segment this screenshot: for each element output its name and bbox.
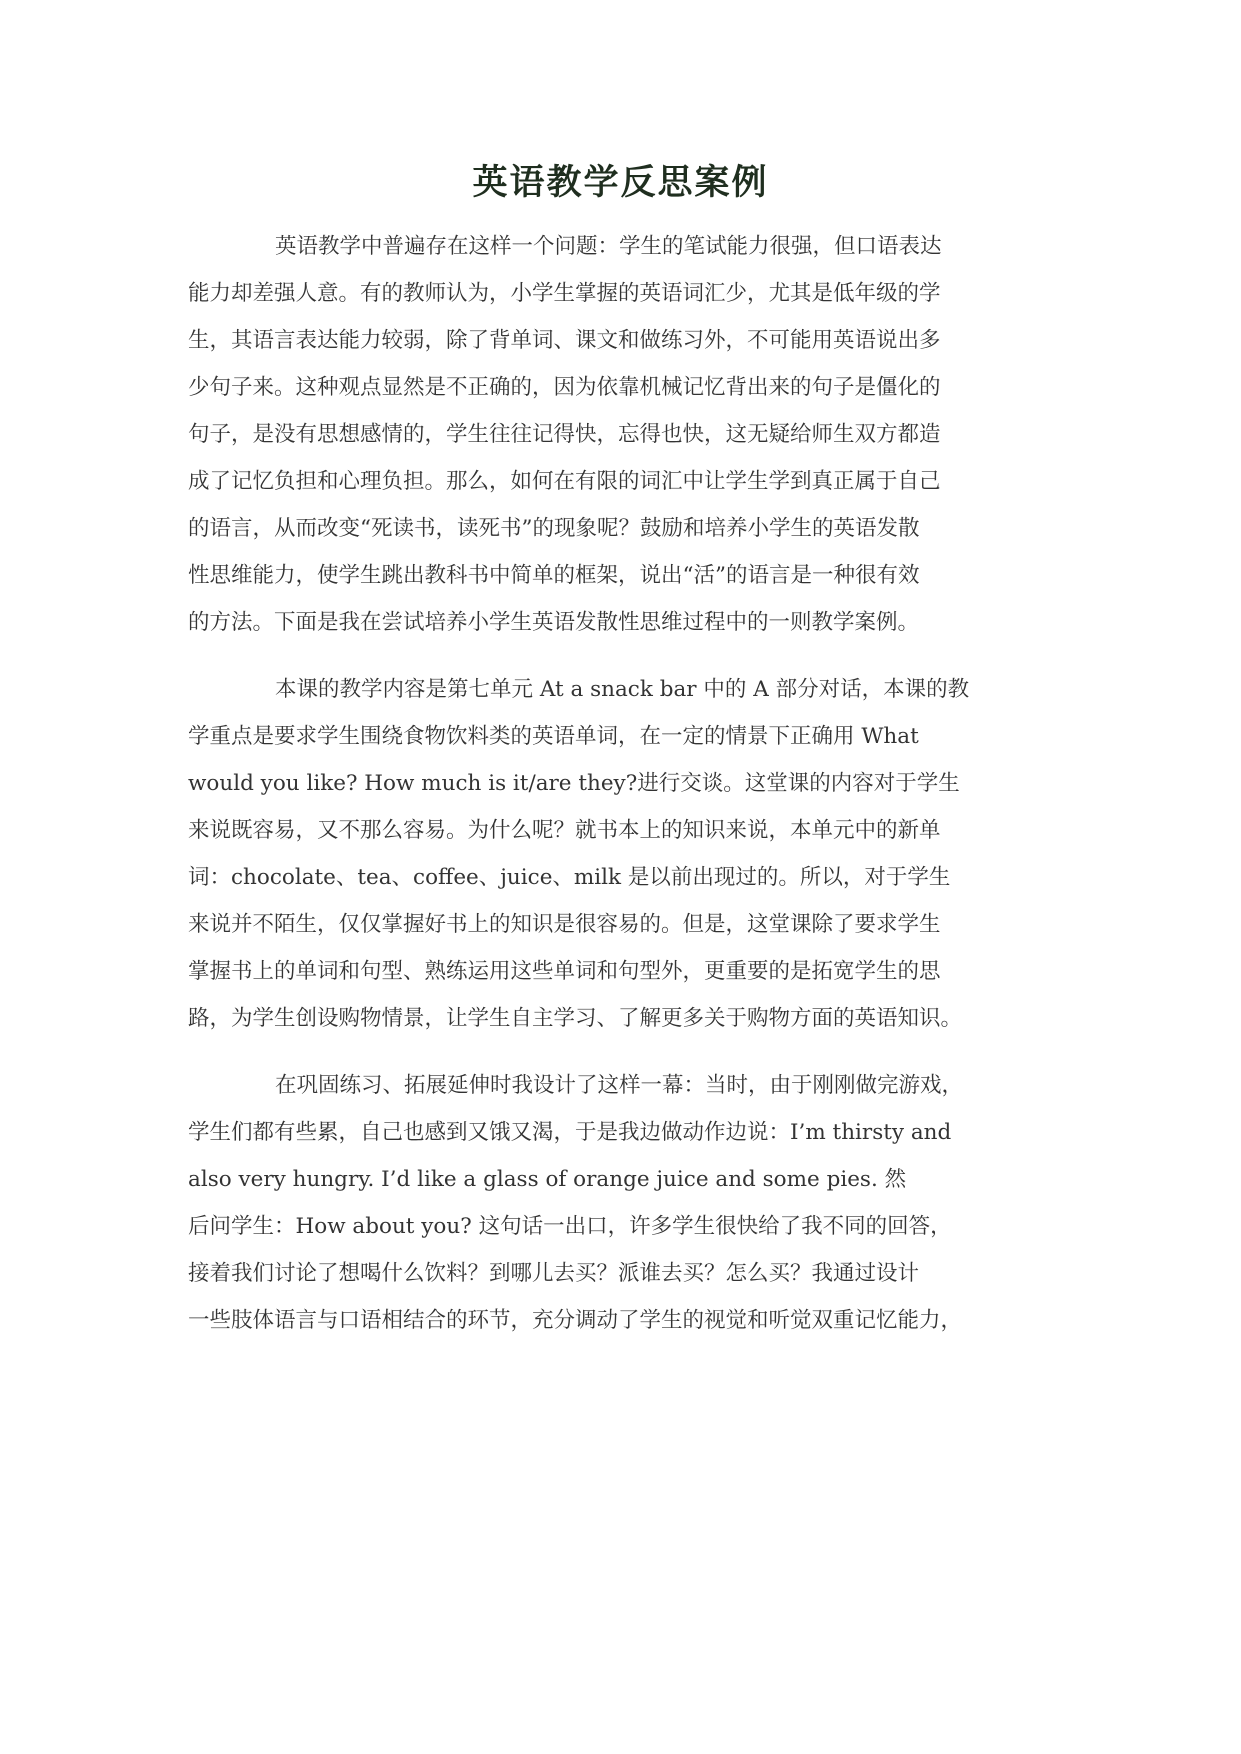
text-line: 一些肢体语言与口语相结合的环节，充分调动了学生的视觉和听觉双重记忆能力， [188,1308,963,1333]
text-line: 的语言，从而改变“死读书，读死书”的现象呢？鼓励和培养小学生的英语发散 [188,516,920,541]
text-line: 句子，是没有思想感情的，学生往往记得快，忘得也快，这无疑给师生双方都造 [188,422,941,447]
text-line: 掌握书上的单词和句型、熟练运用这些单词和句型外，更重要的是拓宽学生的思 [188,959,941,984]
text-line: 的方法。下面是我在尝试培养小学生英语发散性思维过程中的一则教学案例。 [188,610,920,635]
text-line: 后问学生：How about you? 这句话一出口，许多学生很快给了我不同的回答， [188,1214,952,1239]
text-line: 学生们都有些累，自己也感到又饿又渴，于是我边做动作边说：I’m thirsty and [188,1120,952,1145]
text-line: 能力却差强人意。有的教师认为，小学生掌握的英语词汇少，尤其是低年级的学 [188,281,941,306]
text-line: 来说既容易，又不那么容易。为什么呢？就书本上的知识来说，本单元中的新单 [188,818,941,843]
text-line: 路，为学生创设购物情景，让学生自主学习、了解更多关于购物方面的英语知识。 [188,1006,963,1031]
text-line: 在巩固练习、拓展延伸时我设计了这样一幕：当时，由于刚刚做完游戏， [275,1073,964,1098]
document-title: 英语教学反思案例 [472,162,769,203]
text-line: would you like? How much is it/are they?进行交谈。这堂课的内容对于学生 [188,771,960,796]
text-line: 成了记忆负担和心理负担。那么，如何在有限的词汇中让学生学到真正属于自己 [188,469,941,494]
text-line: 生，其语言表达能力较弱，除了背单词、课文和做练习外，不可能用英语说出多 [188,328,941,353]
text-line: also very hungry. I’d like a glass of orange juice and some pies. 然 [188,1167,907,1192]
text-line: 来说并不陌生，仅仅掌握好书上的知识是很容易的。但是，这堂课除了要求学生 [188,912,941,937]
text-line: 少句子来。这种观点显然是不正确的，因为依靠机械记忆背出来的句子是僵化的 [188,375,941,400]
text-line: 本课的教学内容是第七单元 At a snack bar 中的 A 部分对话，本课的教 [275,677,970,702]
text-line: 性思维能力，使学生跳出教科书中简单的框架，说出“活”的语言是一种很有效 [188,563,920,588]
text-line: 接着我们讨论了想喝什么饮料？到哪儿去买？派谁去买？怎么买？我通过设计 [188,1261,920,1286]
text-line: 词：chocolate、tea、coffee、juice、milk 是以前出现过的。所以，对于学生 [188,865,951,890]
text-line: 学重点是要求学生围绕食物饮料类的英语单词，在一定的情景下正确用 What [188,724,919,749]
text-line: 英语教学中普遍存在这样一个问题：学生的笔试能力很强，但口语表达 [275,234,942,259]
